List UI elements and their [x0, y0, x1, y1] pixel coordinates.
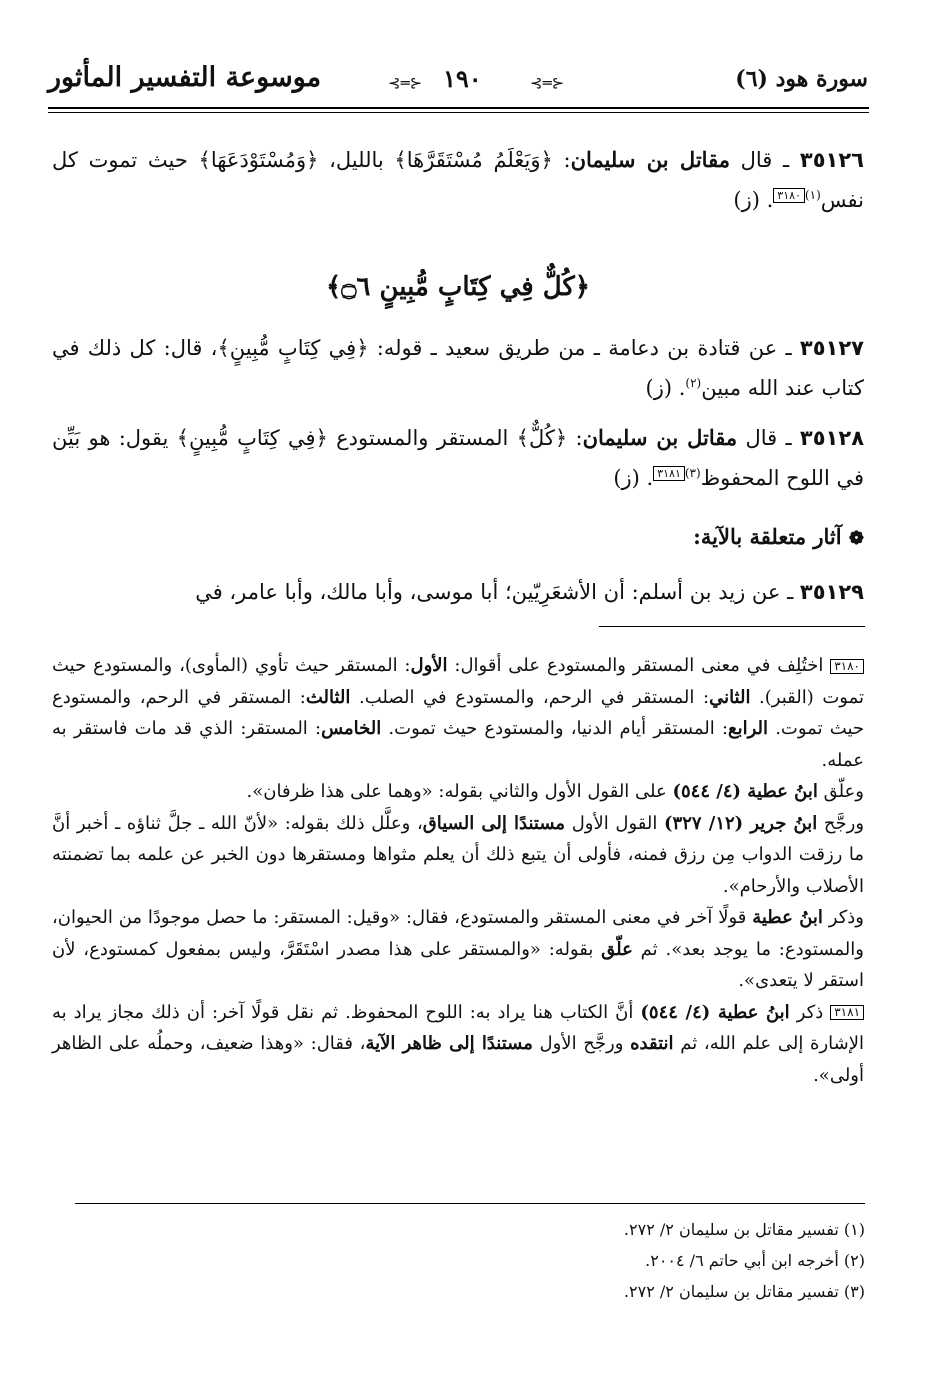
header-ornament-left: ⊰═⊱ [388, 74, 423, 92]
note-bold: الخامس [321, 718, 382, 739]
surah-title: سورة هود (٦) [735, 66, 868, 92]
note-bold: الأول [410, 655, 448, 676]
note-text: قولًا آخر في معنى المستقر والمستودع، فقال: «وقيل: المستقر: ما حصل موجودًا من الحيوان، والمستودع: ما يوجد بعد». ثم [52, 907, 864, 960]
flower-icon: ❁ [848, 528, 864, 549]
note-text: ذكر [789, 1001, 831, 1023]
notes-separator [599, 626, 865, 627]
note-ref-box[interactable]: ٣١٨٠ [773, 188, 805, 203]
note-bold: مستندًا إلى السياق [422, 812, 566, 834]
header-rule-thin [48, 112, 869, 113]
note-text: : المستقر في الرحم، والمستودع حيث تموت. [52, 686, 864, 739]
footnotes [75, 1214, 865, 1307]
footnote-ref[interactable]: (٢) [685, 376, 702, 390]
entry-text: ـ عن قتادة بن دعامة ـ من طريق سعيد ـ قوله: ﴿فِي كِتَابٍ مُّبِينٍ﴾، قال: كل ذلك في كتاب عند الله مبين [52, 336, 864, 400]
note-bold: ابنُ عطية (٤/ ٥٤٤) [672, 781, 818, 802]
note-number-box: ٣١٨١ [830, 1005, 864, 1020]
entry-text: ـ قال [729, 148, 800, 172]
note-bold: ابنُ عطية (٤/ ٥٤٤) [640, 1001, 790, 1023]
entry-end: . (ز) [613, 466, 654, 490]
entry-text: ـ قال [737, 426, 800, 450]
note-bold: انتقده [630, 1033, 674, 1054]
note-3181 [52, 997, 864, 1092]
note-text: : المستقر في الرحم، والمستودع في الصلب. [350, 686, 710, 708]
note-paragraph [52, 808, 864, 903]
note-number-box: ٣١٨٠ [830, 659, 864, 674]
note-text: ورجَّح الأول [532, 1033, 631, 1054]
note-3180 [52, 650, 864, 1091]
entry-35128 [52, 418, 864, 498]
note-text: وذكر [822, 907, 864, 928]
entry-text: : ﴿وَيَعْلَمُ مُسْتَقَرَّهَا﴾ بالليل، ﴿وَمُسْتَوْدَعَهَا﴾ حيث تموت كل نفس [52, 148, 864, 212]
entry-35126 [52, 140, 864, 220]
header-rule-thick [48, 107, 869, 109]
note-text: ، فقال: «وهذا ضعيف، وحملُه على الظاهر أولى». [52, 1033, 864, 1086]
entry-35129 [52, 572, 864, 612]
footnote-ref[interactable]: (٣) [684, 466, 701, 480]
section-heading [52, 524, 864, 549]
entry-number: ٣٥١٢٧ [799, 336, 864, 360]
narrator-name: مقاتل بن سليمان [570, 147, 730, 172]
entry-number: ٣٥١٢٨ [799, 426, 865, 450]
note-bold: علّق [601, 938, 633, 960]
note-text: على القول الأول والثاني بقوله: «وهما على هذا ظرفان». [246, 781, 673, 802]
note-bold: الرابع [728, 718, 769, 739]
entry-end: . (ز) [733, 188, 774, 212]
quran-verse: ﴿كُلٌّ فِي كِتَابٍ مُّبِينٍ ۝٦﴾ [325, 272, 591, 302]
entry-end: . (ز) [645, 376, 686, 400]
note-ref-box[interactable]: ٣١٨١ [653, 466, 685, 481]
entry-text: ـ عن زيد بن أسلم: أن الأشعَرِيّين؛ أبا موسى، وأبا مالك، وأبا عامر، في [195, 580, 800, 604]
note-text: : المستقر: الذي قد مات فاستقر به عمله. [52, 718, 864, 771]
entry-35127 [52, 328, 864, 408]
note-paragraph [52, 776, 864, 808]
footnotes-rule [75, 1203, 865, 1204]
entry-number: ٣٥١٢٦ [799, 148, 864, 172]
note-text: وعلّق [817, 781, 864, 802]
note-bold: ابنُ جرير (١٢/ ٣٢٧) [664, 812, 818, 834]
heading-text: آثار متعلقة بالآية: [693, 524, 842, 549]
note-paragraph [52, 902, 864, 997]
note-text: ، وعلَّل ذلك بقوله: «لأنّ الله ـ جلَّ ثناؤه ـ أخبر أنَّ ما رزقت الدواب مِن رزق فمنه، فأولى أن يتبع ذلك أن يعلم مثواها ومستقرها دون الخبر عن علمه بما تضمنته الأصلاب والأرحام». [52, 812, 864, 897]
footnote-ref[interactable]: (١) [804, 188, 821, 202]
note-text: ورجَّح [817, 812, 865, 834]
entry-text: : ﴿كُلٌّ﴾ المستقر والمستودع ﴿فِي كِتَابٍ مُّبِينٍ﴾ يقول: هو بَيِّن في اللوح المحفوظ [52, 426, 864, 490]
note-paragraph [52, 650, 864, 776]
note-bold: مستندًا إلى ظاهر الآية [365, 1033, 533, 1054]
header-ornament-right: ⊰═⊱ [530, 74, 565, 92]
note-text: : المستقر حيث تأوي (المأوى)، والمستودع حيث تموت (القبر). [52, 655, 865, 708]
footnote-1: (١) تفسير مقاتل بن سليمان ٢/ ٢٧٢. [623, 1220, 865, 1239]
page-header [48, 60, 868, 104]
note-text: القول الأول [565, 812, 664, 834]
footnote-3: (٣) تفسير مقاتل بن سليمان ٢/ ٢٧٢. [623, 1282, 865, 1301]
note-text: أنَّ الكتاب هنا يراد به: اللوح المحفوظ. ثم نقل قولًا آخر: أن ذلك مجاز يراد به الإشارة إلى علم الله، ثم [52, 1001, 864, 1054]
narrator-name: مقاتل بن سليمان [582, 425, 738, 450]
footnote-2: (٢) أخرجه ابن أبي حاتم ٦/ ٢٠٠٤. [645, 1251, 865, 1270]
note-bold: ابنُ عطية [752, 907, 823, 928]
note-bold: الثاني [709, 686, 751, 708]
note-text: اختُلِف في معنى المستقر والمستودع على أقوال: [447, 655, 831, 676]
note-bold: الثالث [305, 686, 351, 708]
note-text: : المستقر أيام الدنيا، والمستودع حيث تموت. [381, 718, 729, 739]
book-title: موسوعة التفسير المأثور [48, 62, 322, 93]
page-number: ١٩٠ [443, 64, 482, 93]
entry-number: ٣٥١٢٩ [799, 580, 864, 604]
note-text: بقوله: «والمستقر على هذا مصدر اسْتَقَرَّ، وليس بمفعول كمستودع، لأن استقر لا يتعدى». [52, 938, 864, 991]
